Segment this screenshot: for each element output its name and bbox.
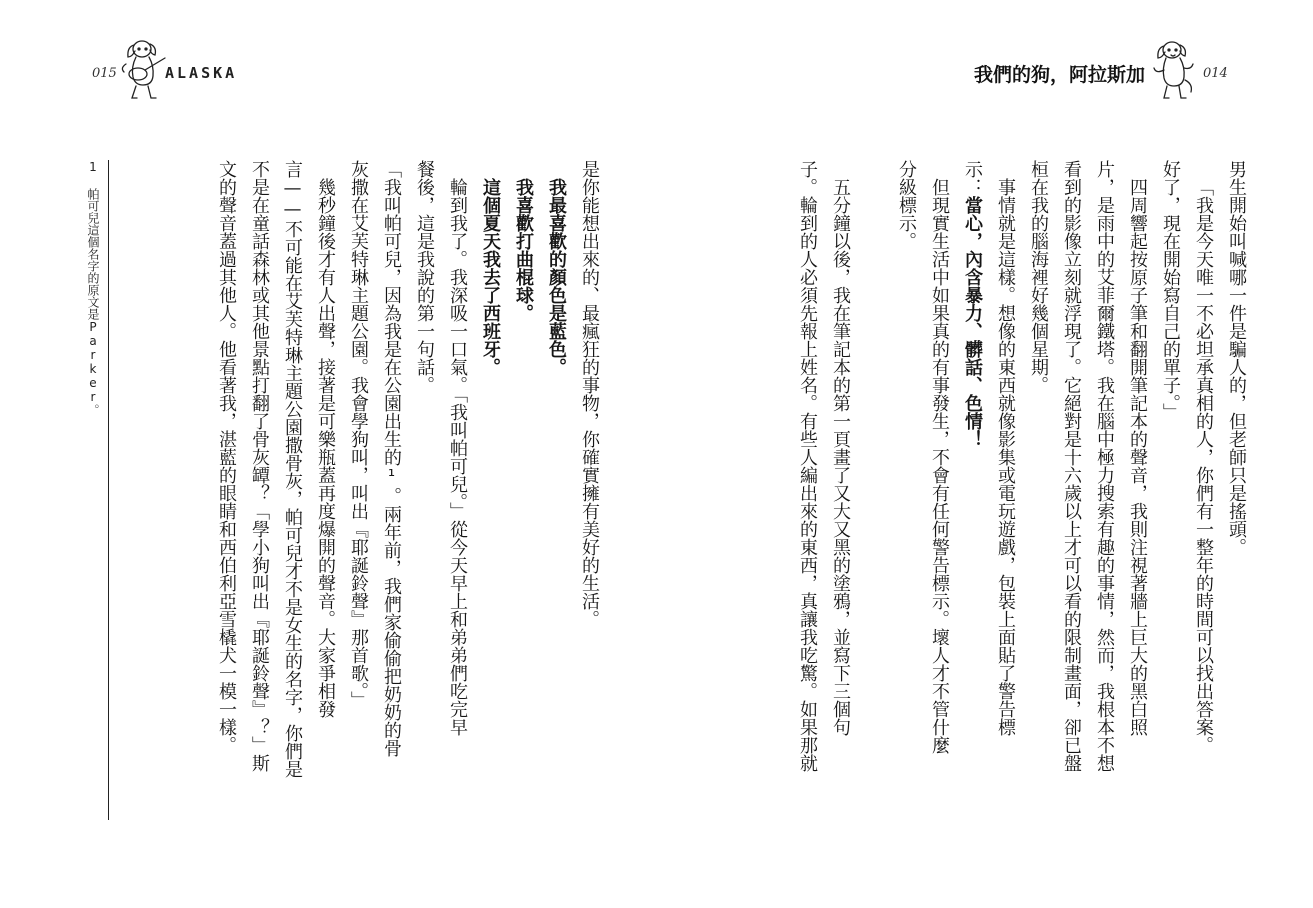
- right_page-line: 桓在我的腦海裡好幾個星期。: [1028, 160, 1049, 394]
- left_page-line: 是你能想出來的、最瘋狂的事物，你確實擁有美好的生活。: [579, 160, 600, 628]
- left_page-line: 輪到我了。我深吸一口氣。「我叫帕可兒。」從今天早上和弟弟們吃完早: [447, 178, 468, 736]
- left_page-line: 灰撒在艾芙特琳主題公園。我會學狗叫，叫出『耶誕鈴聲』那首歌。」: [348, 160, 369, 709]
- left_page-line: 文的聲音蓋過其他人。他看著我，湛藍的眼睛和西伯利亞雪橇犬一模一樣。: [216, 160, 237, 754]
- left-page: [0, 0, 656, 908]
- left_page-line: 我喜歡打曲棍球。: [513, 178, 534, 322]
- right_page-line: 男生開始叫喊哪一件是騙人的，但老師只是搖頭。: [1226, 160, 1247, 556]
- right_page-line: 事情就是這樣。想像的東西就像影集或電玩遊戲，包裝上面貼了警告標: [995, 178, 1016, 736]
- right_page-line: 片，是雨中的艾菲爾鐵塔。我在腦中極力搜索有趣的事情，然而，我根本不想: [1094, 160, 1115, 772]
- right_page-line: [857, 160, 890, 772]
- left_page-line: 言——不可能在艾芙特琳主題公園撒骨灰，帕可兒才不是女生的名字，你們是: [282, 160, 303, 778]
- dog-mascot-icon: [1150, 36, 1198, 102]
- left-body-text: [210, 160, 606, 778]
- right_page-line: 但現實生活中如果真的有事發生，不會有任何警告標示。壞人才不管什麼: [929, 178, 950, 754]
- book-title: 我們的狗，阿拉斯加: [974, 64, 1146, 86]
- right_page-line: 好了，現在開始寫自己的單子。」: [1160, 160, 1181, 421]
- left_page-line: 「我叫帕可兒，因為我是在公園出生的¹。兩年前，我們家偷偷把奶奶的骨: [381, 160, 402, 757]
- left_page-line: 餐後，這是我說的第一句話。: [414, 160, 435, 394]
- page-number-left: 015: [92, 66, 117, 81]
- page-number-right: 014: [1203, 66, 1228, 81]
- right-page: [656, 0, 1313, 908]
- left_page-line: 幾秒鐘後才有人出聲，接著是可樂瓶蓋再度爆開的聲音。大家爭相發: [315, 178, 336, 718]
- right_page-line: 分級標示。: [896, 160, 917, 250]
- right-body-text: [791, 160, 1253, 772]
- footnote-divider: [108, 160, 109, 820]
- dog-guitar-icon: [118, 36, 170, 102]
- right_page-line: 子。輪到的人必須先報上姓名。有些人編出來的東西，真讓我吃驚。如果那就: [797, 160, 818, 772]
- left_page-line: 不是在童話森林或其他景點打翻了骨灰罈？「學小狗叫出『耶誕鈴聲』？」斯: [249, 160, 270, 772]
- right_page-line: 看到的影像立刻就浮現了。它絕對是十六歲以上才可以看的限制畫面，卻已盤: [1061, 160, 1082, 772]
- right_page-line: 示：當心，內含暴力、髒話、色情！: [962, 160, 983, 448]
- right_page-line: 四周響起按原子筆和翻開筆記本的聲音，我則注視著牆上巨大的黑白照: [1127, 178, 1148, 736]
- right_page-line: 「我是今天唯一不必坦承真相的人，你們有一整年的時間可以找出答案。: [1193, 178, 1214, 754]
- right_page-line: 五分鐘以後，我在筆記本的第一頁畫了又大又黑的塗鴉，並寫下三個句: [830, 178, 851, 736]
- footnote: 1 帕可兒這個名字的原文是Parker。: [86, 160, 100, 416]
- left_page-line: 我最喜歡的顏色是藍色。: [546, 178, 567, 376]
- brand-title: ALASKA: [165, 64, 238, 82]
- left_page-line: 這個夏天我去了西班牙。: [480, 178, 501, 376]
